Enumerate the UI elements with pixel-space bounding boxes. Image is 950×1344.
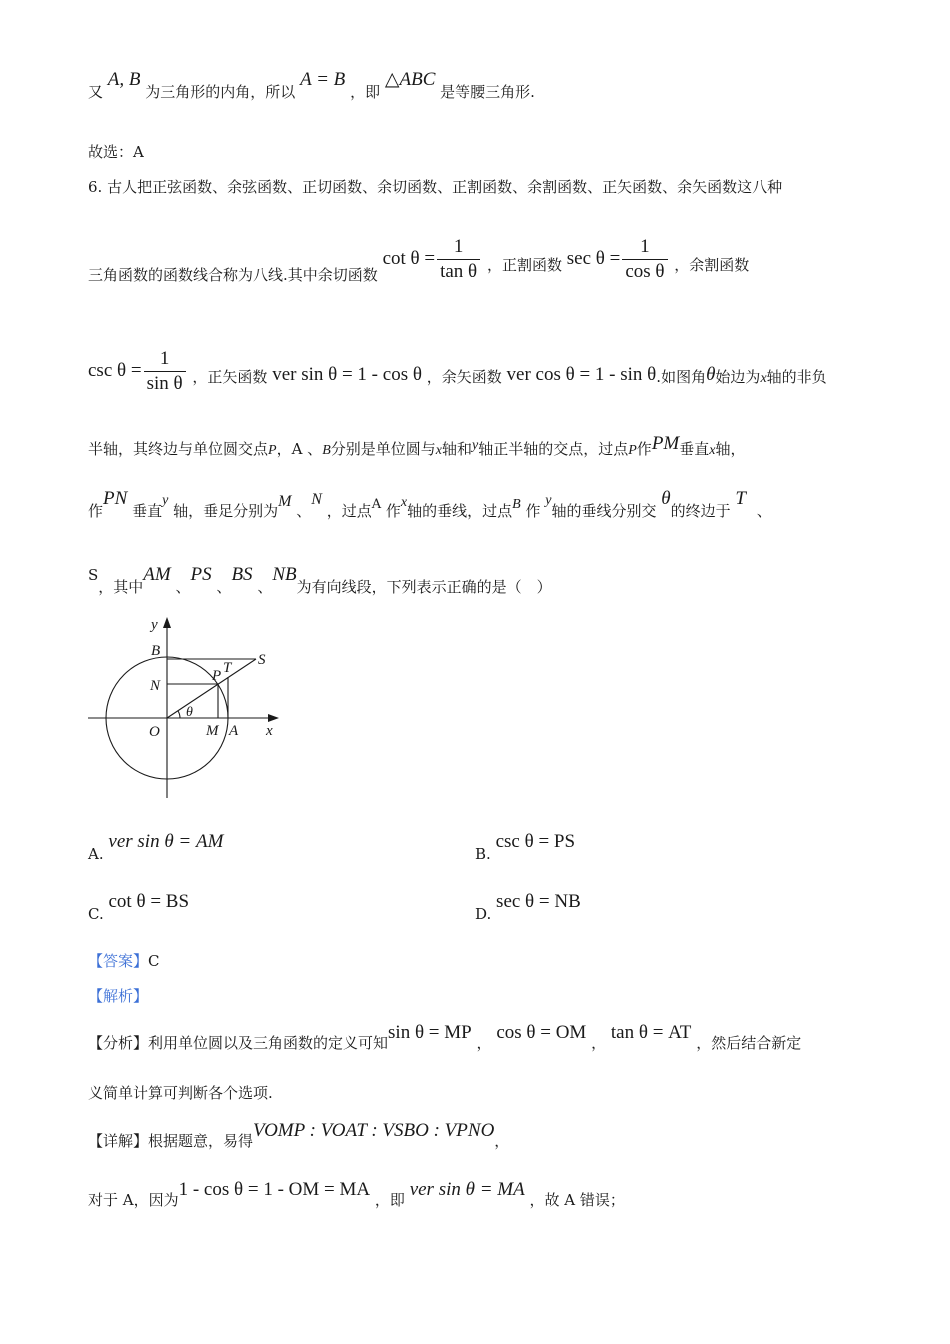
label-M: M: [206, 723, 219, 739]
q6-line5: [88, 488, 772, 522]
analysis-tag: 【解析】: [88, 987, 149, 1005]
cot-fraction: [437, 236, 480, 284]
x-arrow-icon: [268, 714, 279, 722]
text: ，正割函数: [486, 256, 562, 274]
text: 又: [88, 83, 104, 101]
option-expr: sec θ = NB: [496, 891, 581, 912]
text: 、: [175, 578, 191, 596]
frac-den: cos θ: [625, 261, 665, 282]
math-triangle: △ABC: [384, 69, 436, 90]
math-versin-MA: ver sin θ = MA: [409, 1179, 525, 1200]
text: ，: [476, 1034, 492, 1052]
text: ，即: [374, 1191, 405, 1209]
vercos-def: ver cos θ = 1 - sin θ: [506, 364, 657, 385]
math-x: x: [709, 443, 716, 458]
math-y: y: [472, 438, 479, 453]
label-S: S: [258, 652, 266, 668]
answer-line: [88, 950, 160, 971]
math-AB: A, B: [107, 69, 141, 90]
frac-den: tan θ: [440, 261, 478, 282]
q6-intro: 6. 古人把正弦函数、余弦函数、正切函数、余切函数、正割函数、余割函数、正矢函数、余矢函数这八种: [88, 178, 783, 196]
text: ，过点: [326, 502, 372, 520]
math-N: N: [311, 491, 322, 508]
text: 根据题意，易得: [148, 1132, 254, 1150]
versin-def: ver sin θ = 1 - cos θ: [272, 364, 422, 385]
analysis-line2: 义简单计算可判断各个选项.: [88, 1084, 273, 1102]
math-similar: VOMP : VOAT : VSBO : VPNO: [253, 1120, 495, 1141]
math-versin-eq: 1 - cos θ = 1 - OM = MA: [178, 1179, 371, 1200]
line-isosceles: [88, 69, 535, 103]
math-theta: θ: [661, 488, 671, 509]
text: 始边为: [715, 368, 761, 386]
option-expr: csc θ = PS: [495, 831, 576, 852]
label-B: B: [151, 643, 161, 659]
sec-fraction: [622, 236, 667, 284]
option-B[interactable]: [475, 831, 576, 865]
q6-line6: [88, 564, 552, 598]
text: 是等腰三角形.: [440, 83, 535, 101]
text: 、: [756, 502, 772, 520]
text: 、: [216, 578, 232, 596]
text: 作: [385, 502, 401, 520]
text: 垂直: [132, 502, 163, 520]
fenxi-tag: 【分析】: [88, 1034, 149, 1052]
math-A: A: [371, 497, 382, 512]
text: .如图角: [656, 368, 707, 386]
csc-lhs: csc θ =: [88, 360, 142, 381]
text: 轴，垂足分别为: [173, 502, 279, 520]
math-NB: NB: [272, 564, 297, 585]
label-theta: θ: [186, 705, 193, 720]
text: 作: [525, 502, 541, 520]
q6-line2: [88, 236, 749, 284]
math-y: y: [162, 493, 169, 508]
text: ，: [591, 1034, 607, 1052]
label-O: O: [149, 724, 160, 740]
text: ，: [494, 1132, 510, 1150]
math-PM: PM: [651, 433, 680, 454]
text: 、: [296, 502, 312, 520]
option-A[interactable]: [88, 831, 224, 865]
math-B: B: [322, 443, 331, 458]
answer-tag: 【答案】: [88, 952, 149, 970]
math-AM: AM: [143, 564, 171, 585]
math-x: x: [760, 371, 767, 386]
text: 、: [257, 578, 273, 596]
text: 利用单位圆以及三角函数的定义可知: [148, 1034, 389, 1052]
math-x: x: [435, 443, 442, 458]
label-P: P: [212, 668, 222, 684]
option-letter: B.: [475, 845, 491, 863]
option-C[interactable]: [88, 891, 190, 925]
frac-num: 1: [437, 236, 480, 260]
text: 分别是单位圆与: [330, 440, 436, 458]
text: 轴和: [441, 440, 472, 458]
label-T: T: [223, 660, 232, 676]
text: 对于 A，因为: [88, 1191, 179, 1209]
frac-den: sin θ: [146, 373, 183, 394]
math-y: y: [545, 493, 552, 508]
text: 轴，: [715, 440, 746, 458]
q6-line3: [88, 348, 827, 396]
text: 垂直: [679, 440, 710, 458]
option-letter: D.: [475, 905, 492, 923]
option-letter: A.: [88, 845, 104, 863]
unit-circle-figure: [82, 612, 292, 802]
text: ，即: [350, 83, 381, 101]
math-x: x: [400, 495, 408, 510]
text: 为有向线段，下列表示正确的是（ ）: [296, 578, 552, 596]
answer-value: C: [148, 952, 160, 970]
option-expr: cot θ = BS: [108, 891, 190, 912]
option-D[interactable]: [475, 891, 581, 925]
math-BS: BS: [231, 564, 253, 585]
choice-line: 故选：A: [88, 143, 144, 161]
math-tan: tan θ = AT: [610, 1022, 692, 1043]
math-P: P: [628, 443, 637, 458]
label-A: A: [229, 723, 239, 739]
option-letter: C.: [88, 905, 104, 923]
text: 三角函数的函数线合称为八线.其中余切函数: [88, 266, 378, 284]
text: ，其中: [98, 578, 144, 596]
label-x: x: [266, 723, 273, 739]
label-N: N: [150, 678, 161, 694]
y-arrow-icon: [163, 617, 171, 628]
frac-num: 1: [144, 348, 186, 372]
math-PN: PN: [103, 488, 128, 509]
math-sin: sin θ = MP: [388, 1022, 472, 1043]
text: 的终边于: [670, 502, 731, 520]
math-M: M: [278, 493, 292, 510]
math-S: S: [88, 566, 99, 584]
math-B: B: [512, 497, 521, 512]
math-A-eq-B: A = B: [300, 69, 346, 90]
math-cos: cos θ = OM: [496, 1022, 587, 1043]
option-A-check: [88, 1179, 625, 1211]
text: 轴正半轴的交点，过点: [478, 440, 629, 458]
text: ，余割函数: [674, 256, 750, 274]
text: ，A 、: [276, 440, 323, 458]
csc-fraction: [144, 348, 186, 396]
text: 轴的非负: [766, 368, 827, 386]
text: ，余矢函数: [426, 368, 502, 386]
text: ，故 A 错误；: [529, 1191, 625, 1209]
frac-num: 1: [622, 236, 667, 260]
math-T: T: [735, 488, 746, 509]
text: 轴的垂线，过点: [407, 502, 513, 520]
text: ，正矢函数: [192, 368, 268, 386]
angle-arc: [178, 711, 180, 718]
math-PS: PS: [190, 564, 212, 585]
text: ，然后结合新定: [696, 1034, 802, 1052]
text: 为三角形的内角，所以: [145, 83, 296, 101]
label-y: y: [151, 617, 158, 633]
text: 作: [636, 440, 652, 458]
text: 轴的垂线分别交: [551, 502, 657, 520]
option-expr: ver sin θ = AM: [108, 831, 224, 852]
xiangjie-tag: 【详解】: [88, 1132, 149, 1150]
cot-lhs: cot θ =: [382, 248, 436, 269]
analysis-line: [88, 1022, 802, 1054]
text: 作: [88, 502, 104, 520]
q6-line4: [88, 433, 746, 460]
math-theta: θ: [706, 364, 716, 385]
math-P: P: [268, 443, 277, 458]
text: 半轴，其终边与单位圆交点: [88, 440, 269, 458]
detail-line: [88, 1120, 510, 1152]
sec-lhs: sec θ =: [566, 248, 621, 269]
